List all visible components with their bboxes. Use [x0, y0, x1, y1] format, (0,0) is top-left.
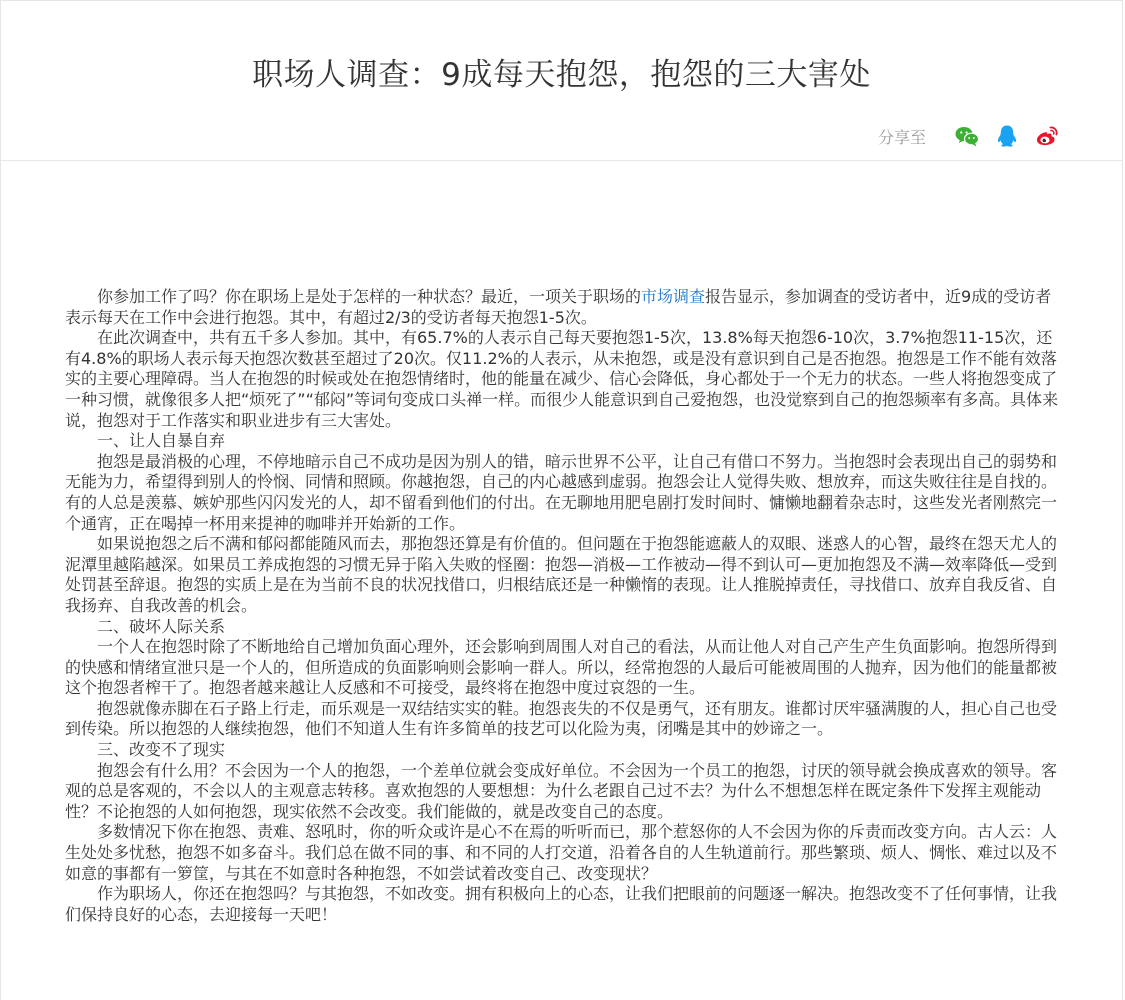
weibo-icon[interactable] [1034, 123, 1060, 149]
intro-text-before: 你参加工作了吗？你在职场上是处于怎样的一种状态？最近，一项关于职场的 [97, 287, 642, 306]
paragraph-section1-b: 如果说抱怨之后不满和郁闷都能随风而去，那抱怨还算是有价值的。但问题在于抱怨能遮蔽人的双眼、迷惑人的心智，最终在怨天尤人的泥潭里越陷越深。如果员工养成抱怨的习惯无异于陷入失败的怪圈：抱怨—消极—工作被动—得不到认可—更加抱怨及不满—效率降低—受到处罚甚至辞退。抱怨的实质上是在为当前不良的状况找借口，归根结底还是一种懒惰的表现。让人推脱掉责任，寻找借口、放弃自我反省、自我扬弃、自我改善的机会。 [65, 534, 1058, 615]
paragraph-survey: 在此次调查中，共有五千多人参加。其中，有65.7%的人表示自己每天要抱怨1-5次，13.8%每天抱怨6-10次，3.7%抱怨11-15次，还有4.8%的职场人表示每天抱怨次数甚至超过了20次。仅11.2%的人表示，从未抱怨，或是没有意识到自己是否抱怨。抱怨是工作不能有效落实的主要心理障碍。当人在抱怨的时候或处在抱怨情绪时，他的能量在减少、信心会降低，身心都处于一个无力的状态。一些人将抱怨变成了一种习惯，就像很多人把“烦死了”“郁闷”等词句变成口头禅一样。而很少人能意识到自己爱抱怨，也没觉察到自己的抱怨频率有多高。具体来说，抱怨对于工作落实和职业进步有三大害处。 [65, 328, 1059, 430]
paragraph-section3-a: 抱怨会有什么用？不会因为一个人的抱怨，一个差单位就会变成好单位。不会因为一个员工的抱怨，讨厌的领导就会换成喜欢的领导。客观的总是客观的，不会以人的主观意志转移。喜欢抱怨的人要想想：为什么老跟自己过不去？为什么不想想怎样在既定条件下发挥主观能动性？不论抱怨的人如何抱怨，现实依然不会改变。我们能做的，就是改变自己的态度。 [65, 760, 1058, 821]
section-heading-1: 一、让人自暴自弃 [97, 431, 226, 451]
paragraph-section2-b: 抱怨就像赤脚在石子路上行走，而乐观是一双结结实实的鞋。抱怨丧失的不仅是勇气，还有朋友。谁都讨厌牢骚满腹的人，担心自己也受到传染。所以抱怨的人继续抱怨，他们不知道人生有许多简单的技艺可以化险为夷，闭嘴是其中的妙谛之一。 [65, 698, 1058, 739]
section-heading-3: 三、改变不了现实 [97, 740, 226, 760]
section-heading-2: 二、破坏人际关系 [97, 616, 226, 636]
market-survey-link[interactable]: 市场调查 [641, 287, 706, 306]
paragraph-conclusion: 作为职场人，你还在抱怨吗？与其抱怨，不如改变。拥有积极向上的心态，让我们把眼前的问题逐一解决。抱怨改变不了任何事情，让我们保持良好的心态，去迎接每一天吧！ [65, 884, 1058, 924]
article-body [65, 287, 1063, 925]
paragraph-section2-a: 一个人在抱怨时除了不断地给自己增加负面心理外，还会影响到周围人对自己的看法，从而让他人对自己产生产生负面影响。抱怨所得到的快感和情绪宣泄只是一个人的，但所造成的负面影响则会影响一群人。所以，经常抱怨的人最后可能被周围的人抛弃，因为他们的能量都被这个抱怨者榨干了。抱怨者越来越让人反感和不可接受，最终将在抱怨中度过哀怨的一生。 [65, 637, 1058, 698]
article-header [1, 1, 1122, 161]
intro-text-after: 报告显示，参加调查的受访者中，近9成的受访者表示每天在工作中会进行抱怨。其中，有超过2/3的受访者每天抱怨1-5次。 [65, 287, 1052, 327]
paragraph-section3-b: 多数情况下你在抱怨、责难、怒吼时，你的听众或许是心不在焉的听听而已，那个惹怒你的人不会因为你的斥责而改变方向。古人云：人生处处多忧愁，抱怨不如多奋斗。我们总在做不同的事、和不同的人打交道，沿着各自的人生轨道前行。那些繁琐、烦人、惆怅、难过以及不如意的事都有一箩筐，与其在不如意时各种抱怨，不如尝试着改变自己、改变现状？ [65, 822, 1058, 883]
share-bar [878, 121, 1060, 151]
wechat-icon[interactable] [954, 123, 980, 149]
paragraph-intro [65, 287, 1063, 328]
qq-icon[interactable] [994, 123, 1020, 149]
paragraph-section1-a: 抱怨是最消极的心理，不停地暗示自己不成功是因为别人的错，暗示世界不公平，让自己有借口不努力。当抱怨时会表现出自己的弱势和无能为力，希望得到别人的怜悯、同情和照顾。你越抱怨，自己的内心越感到虚弱。抱怨会让人觉得失败、想放弃，而这失败往往是自找的。有的人总是羡慕、嫉妒那些闪闪发光的人，却不留看到他们的付出。在无聊地用肥皂剧打发时间时、慵懒地翻着杂志时，这些发光者刚熬完一个通宵，正在喝掉一杯用来提神的咖啡并开始新的工作。 [65, 451, 1058, 533]
article-title: 职场人调查：9成每天抱怨，抱怨的三大害处 [252, 57, 871, 93]
share-label: 分享至 [877, 127, 926, 147]
